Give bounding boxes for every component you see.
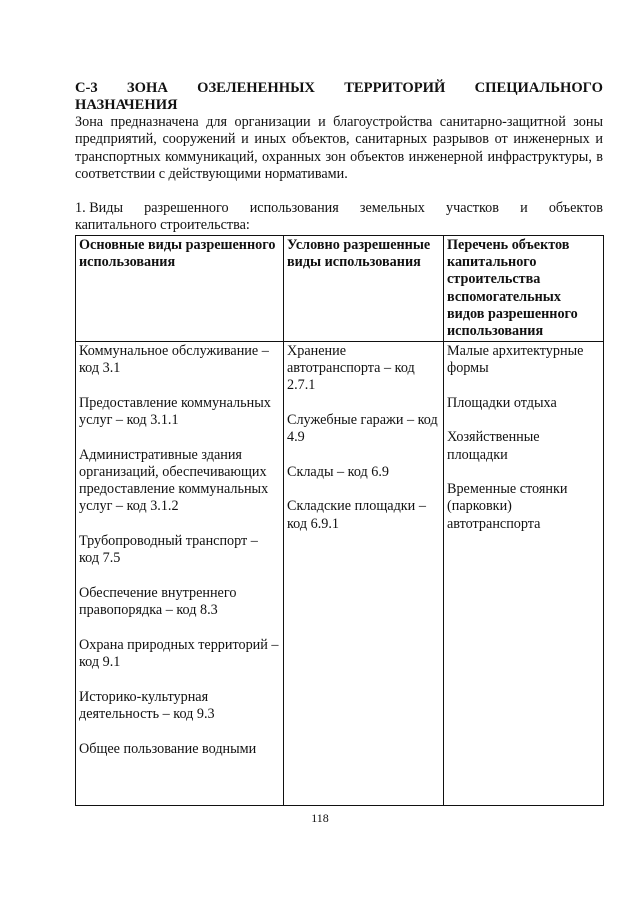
heading-word: СПЕЦИАЛЬНОГО (474, 80, 603, 96)
list-item: Склады – код 6.9 (287, 463, 390, 480)
list-item: Служебные гаражи – код 4.9 (287, 411, 438, 446)
list-item: Площадки отдыха (447, 394, 557, 411)
section-word: разрешенного (144, 200, 229, 217)
section-word: земельных (359, 200, 425, 217)
heading-word: С-3 (75, 80, 98, 96)
list-item: Трубопроводный транспорт – код 7.5 (79, 533, 258, 567)
header-conditional-uses: Условно разрешенные виды использования (284, 235, 444, 341)
section-word: объектов (548, 200, 603, 217)
section-word: использования (249, 200, 339, 217)
header-main-uses: Основные виды разрешенного использования (76, 235, 284, 341)
list-item: Коммунальное обслуживание – код 3.1 (79, 342, 269, 377)
table-row (76, 341, 604, 805)
zone-heading (75, 80, 603, 114)
list-item: Охрана природных территорий – код 9.1 (79, 636, 279, 671)
list-item: Историко-культурная деятельность – код 9.3 (79, 688, 215, 723)
list-item: Общее пользование водными (79, 740, 257, 757)
list-item: Малые архитектурные формы (447, 342, 584, 377)
heading-word: ОЗЕЛЕНЕННЫХ (197, 80, 315, 96)
section-word: и (520, 200, 528, 217)
auxiliary-uses-cell (444, 341, 604, 805)
heading-word: ЗОНА (126, 80, 168, 96)
list-item: Обеспечение внутреннего правопорядка – код 8.3 (79, 584, 237, 619)
list-item: Складские площадки – код 6.9.1 (287, 498, 426, 532)
list-item: Предоставление коммунальных услуг – код 3.1.1 (79, 394, 271, 428)
main-uses-cell (76, 341, 284, 805)
list-item: Административные здания организаций, обеспечивающих предоставление коммунальных услуг – код 3.1.2 (79, 446, 269, 515)
section-1-title-line-2: капитального строительства: (75, 217, 250, 234)
conditional-uses-cell (284, 341, 444, 805)
zone-heading-line-1 (75, 80, 603, 97)
heading-word: ТЕРРИТОРИЙ (344, 80, 446, 96)
section-word: участков (445, 200, 499, 217)
document-page (75, 80, 603, 806)
table-header-row (76, 235, 604, 341)
zone-heading-line-2: НАЗНАЧЕНИЯ (75, 97, 178, 113)
page-number: 118 (311, 811, 329, 825)
section-1-title-line-1 (75, 200, 603, 217)
list-item: Хранение автотранспорта – код 2.7.1 (287, 342, 415, 394)
permitted-uses-table (75, 235, 604, 806)
section-word: 1. Виды (75, 200, 123, 217)
header-auxiliary-uses: Перечень объектов капитального строительства вспомогательных видов разрешенного использования (444, 235, 604, 341)
list-item: Хозяйственные площадки (447, 429, 540, 463)
section-1-title (75, 200, 603, 235)
list-item: Временные стоянки (парковки) автотранспорта (447, 481, 568, 532)
zone-description: Зона предназначена для организации и благоустройства санитарно-защитной зоны предприятий, сооружений и иных объектов, санитарных разрывов от инженерных и транспортных коммуникаций, охранных зон объектов инженерной инфраструктуры, в соответствии с действующими нормативами. (75, 114, 603, 182)
